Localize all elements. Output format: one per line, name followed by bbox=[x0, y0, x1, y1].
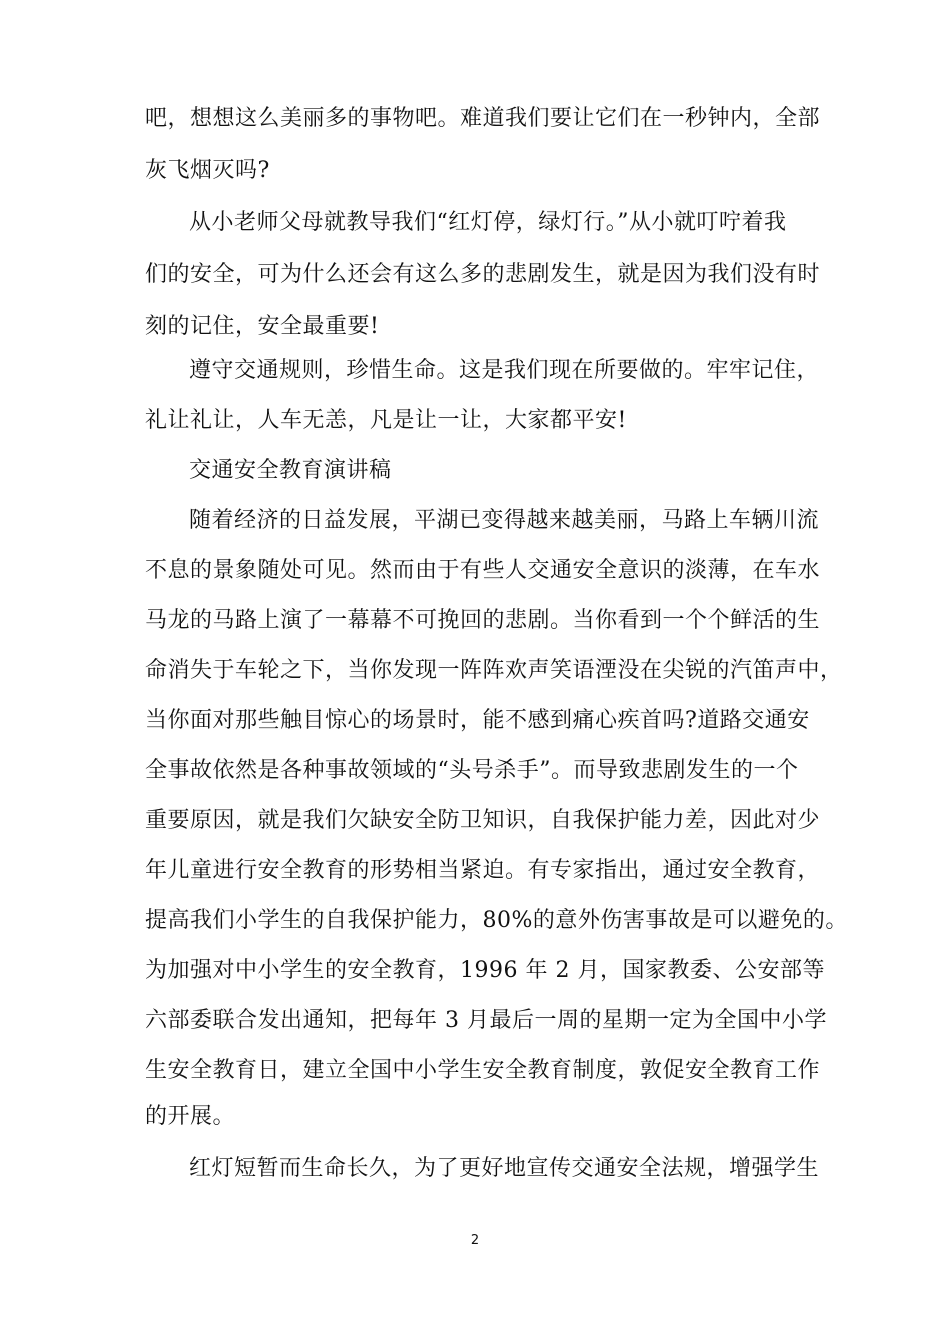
text-line: 们的安全，可为什么还会有这么多的悲剧发生，就是因为我们没有时 bbox=[145, 262, 821, 287]
text-line: 年儿童进行安全教育的形势相当紧迫。有专家指出，通过安全教育， bbox=[145, 858, 821, 883]
paragraph-first-line: 从小老师父母就教导我们“红灯停，绿灯行。”从小就叮咛着我 bbox=[189, 210, 787, 235]
text-line: 命消失于车轮之下，当你发现一阵阵欢声笑语湮没在尖锐的汽笛声中， bbox=[145, 658, 843, 683]
text-line: 重要原因，就是我们欠缺安全防卫知识，自我保护能力差，因此对少 bbox=[145, 808, 821, 833]
text-line: 全事故依然是各种事故领域的“头号杀手”。而导致悲剧发生的一个 bbox=[145, 758, 799, 783]
text-line: 为加强对中小学生的安全教育，1996 年 2 月，国家教委、公安部等 bbox=[145, 958, 825, 983]
paragraph-first-line: 随着经济的日益发展，平湖已变得越来越美丽，马路上车辆川流 bbox=[189, 508, 820, 533]
text-line: 的开展。 bbox=[145, 1104, 236, 1129]
text-line: 马龙的马路上演了一幕幕不可挽回的悲剧。当你看到一个个鲜活的生 bbox=[145, 608, 821, 633]
text-line: 吧，想想这么美丽多的事物吧。难道我们要让它们在一秒钟内，全部 bbox=[145, 106, 821, 131]
text-line: 六部委联合发出通知，把每年 3 月最后一周的星期一定为全国中小学 bbox=[145, 1008, 827, 1033]
text-line: 刻的记住，安全最重要! bbox=[145, 314, 380, 339]
text-line: 生安全教育日，建立全国中小学生安全教育制度，敦促安全教育工作 bbox=[145, 1058, 821, 1083]
text-line: 礼让礼让，人车无恙，凡是让一让，大家都平安! bbox=[145, 408, 627, 433]
text-line: 灰飞烟灭吗? bbox=[145, 158, 270, 183]
text-line: 当你面对那些触目惊心的场景时，能不感到痛心疾首吗?道路交通安 bbox=[145, 708, 810, 733]
paragraph-first-line: 遵守交通规则，珍惜生命。这是我们现在所要做的。牢牢记住， bbox=[189, 358, 820, 383]
text-line: 不息的景象随处可见。然而由于有些人交通安全意识的淡薄，在车水 bbox=[145, 558, 821, 583]
page-number: 2 bbox=[470, 1233, 480, 1248]
section-heading: 交通安全教育演讲稿 bbox=[189, 458, 392, 483]
paragraph-first-line: 红灯短暂而生命长久，为了更好地宣传交通安全法规，增强学生 bbox=[189, 1156, 820, 1181]
text-line: 提高我们小学生的自我保护能力，80%的意外伤害事故是可以避免的。 bbox=[145, 908, 848, 933]
